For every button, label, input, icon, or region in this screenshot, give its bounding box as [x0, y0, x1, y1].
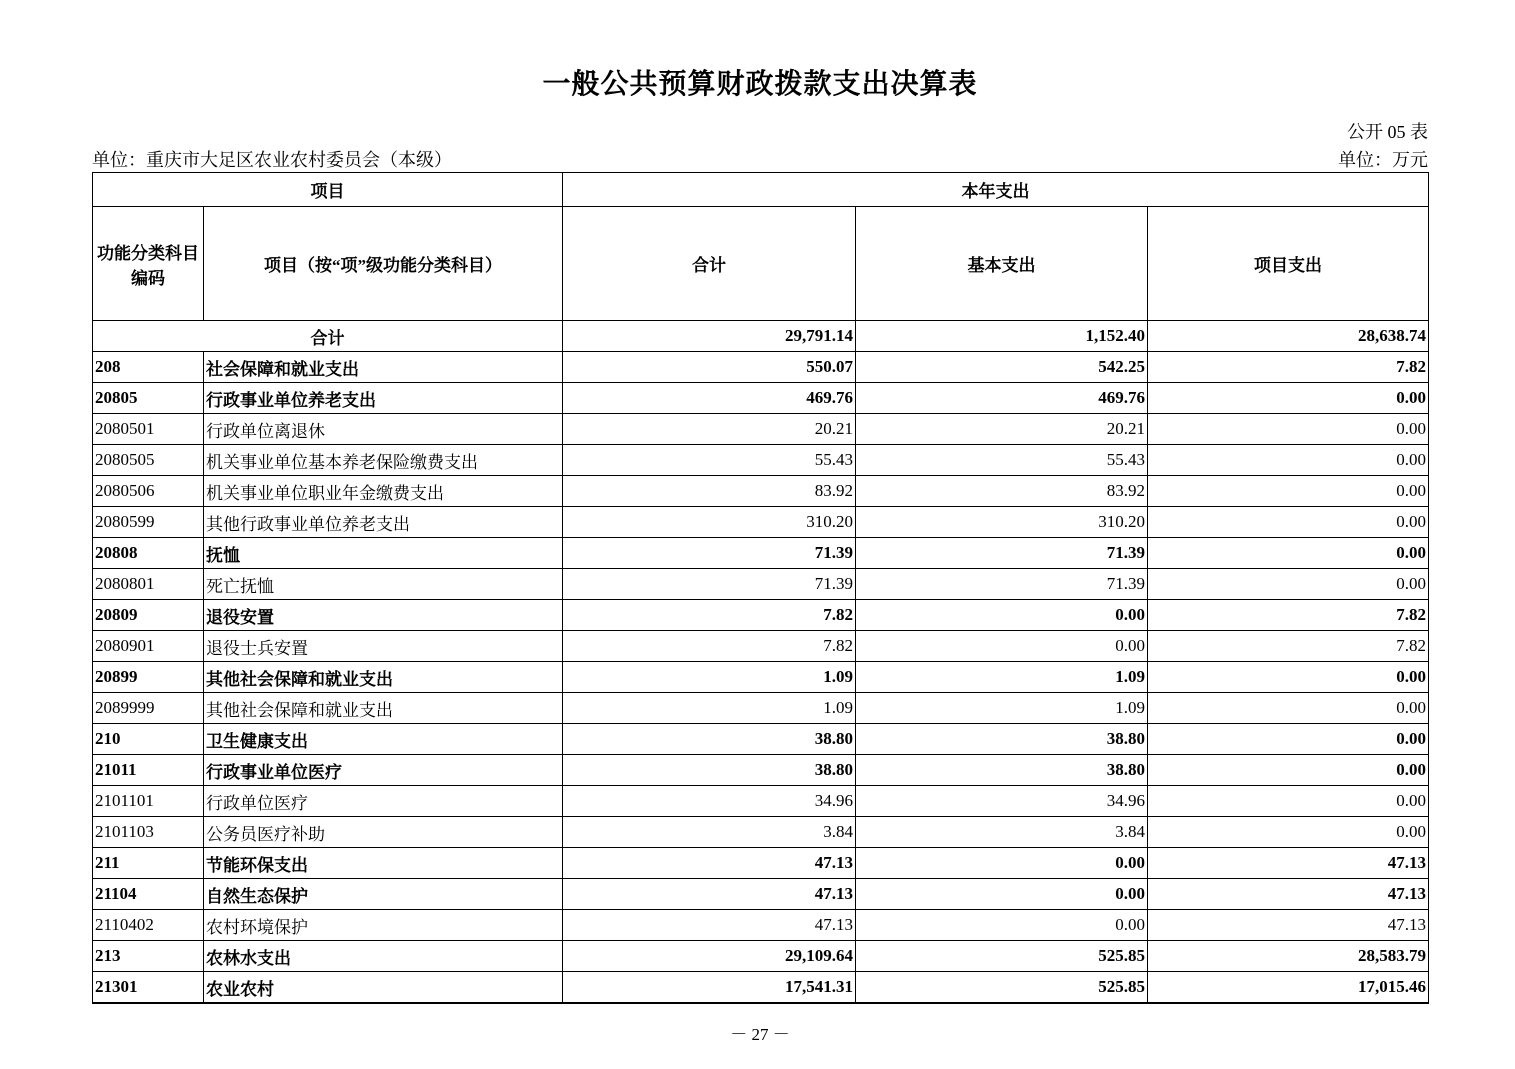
cell-item-name: 农业农村	[204, 972, 563, 1004]
cell-total-amount: 47.13	[563, 910, 856, 941]
cell-total-amount: 310.20	[563, 507, 856, 538]
cell-project-amount: 28,583.79	[1148, 941, 1429, 972]
cell-basic-amount: 0.00	[856, 600, 1148, 631]
cell-total-amount: 1.09	[563, 662, 856, 693]
cell-project-amount: 0.00	[1148, 538, 1429, 569]
cell-basic-amount: 71.39	[856, 538, 1148, 569]
cell-basic-amount: 469.76	[856, 383, 1148, 414]
cell-project-amount: 0.00	[1148, 383, 1429, 414]
cell-total-amount: 38.80	[563, 724, 856, 755]
cell-basic-amount: 1,152.40	[856, 321, 1148, 352]
table-row	[93, 476, 1429, 507]
cell-total-amount: 29,791.14	[563, 321, 856, 352]
cell-function-code: 20805	[93, 383, 204, 414]
cell-project-amount: 0.00	[1148, 476, 1429, 507]
cell-total-amount: 47.13	[563, 848, 856, 879]
cell-basic-amount: 1.09	[856, 693, 1148, 724]
table-row	[93, 879, 1429, 910]
table-row	[93, 538, 1429, 569]
cell-item-name: 其他社会保障和就业支出	[204, 662, 563, 693]
cell-total-amount: 38.80	[563, 755, 856, 786]
cell-function-code: 211	[93, 848, 204, 879]
cell-grand-total-label: 合计	[93, 321, 563, 352]
table-row	[93, 507, 1429, 538]
cell-total-amount: 55.43	[563, 445, 856, 476]
cell-total-amount: 3.84	[563, 817, 856, 848]
cell-basic-amount: 0.00	[856, 631, 1148, 662]
cell-function-code: 21104	[93, 879, 204, 910]
cell-project-amount: 0.00	[1148, 817, 1429, 848]
cell-basic-amount: 525.85	[856, 972, 1148, 1004]
cell-project-amount: 0.00	[1148, 693, 1429, 724]
cell-project-amount: 0.00	[1148, 507, 1429, 538]
cell-project-amount: 7.82	[1148, 600, 1429, 631]
table-row	[93, 414, 1429, 445]
page-number: － 27 －	[730, 1025, 790, 1044]
cell-project-amount: 0.00	[1148, 445, 1429, 476]
cell-project-amount: 0.00	[1148, 414, 1429, 445]
cell-function-code: 2089999	[93, 693, 204, 724]
reporting-unit-label: 单位：重庆市大足区农业农村委员会（本级）	[92, 150, 452, 170]
cell-item-name: 农村环境保护	[204, 910, 563, 941]
table-row	[93, 321, 1429, 352]
cell-project-amount: 0.00	[1148, 724, 1429, 755]
table-row	[93, 724, 1429, 755]
cell-project-amount: 0.00	[1148, 786, 1429, 817]
cell-basic-amount: 3.84	[856, 817, 1148, 848]
table-body	[93, 321, 1429, 1004]
cell-basic-amount: 0.00	[856, 910, 1148, 941]
cell-total-amount: 550.07	[563, 352, 856, 383]
header-col-code: 功能分类科目编码	[93, 207, 204, 321]
cell-function-code: 208	[93, 352, 204, 383]
table-row	[93, 755, 1429, 786]
table-row	[93, 600, 1429, 631]
header-col-project: 项目支出	[1148, 207, 1429, 321]
table-row	[93, 631, 1429, 662]
cell-item-name: 卫生健康支出	[204, 724, 563, 755]
cell-function-code: 2080501	[93, 414, 204, 445]
cell-basic-amount: 0.00	[856, 879, 1148, 910]
cell-function-code: 21301	[93, 972, 204, 1004]
header-col-total: 合计	[563, 207, 856, 321]
cell-function-code: 2080505	[93, 445, 204, 476]
cell-item-name: 退役士兵安置	[204, 631, 563, 662]
cell-item-name: 社会保障和就业支出	[204, 352, 563, 383]
cell-item-name: 行政事业单位医疗	[204, 755, 563, 786]
cell-function-code: 20899	[93, 662, 204, 693]
cell-total-amount: 20.21	[563, 414, 856, 445]
cell-total-amount: 7.82	[563, 631, 856, 662]
cell-item-name: 行政单位医疗	[204, 786, 563, 817]
cell-function-code: 213	[93, 941, 204, 972]
cell-item-name: 死亡抚恤	[204, 569, 563, 600]
cell-item-name: 机关事业单位职业年金缴费支出	[204, 476, 563, 507]
cell-function-code: 2101103	[93, 817, 204, 848]
cell-project-amount: 17,015.46	[1148, 972, 1429, 1004]
cell-basic-amount: 71.39	[856, 569, 1148, 600]
cell-basic-amount: 55.43	[856, 445, 1148, 476]
cell-basic-amount: 38.80	[856, 755, 1148, 786]
cell-project-amount: 47.13	[1148, 910, 1429, 941]
cell-project-amount: 7.82	[1148, 631, 1429, 662]
cell-function-code: 2080901	[93, 631, 204, 662]
cell-total-amount: 7.82	[563, 600, 856, 631]
cell-basic-amount: 0.00	[856, 848, 1148, 879]
cell-function-code: 2101101	[93, 786, 204, 817]
cell-item-name: 行政事业单位养老支出	[204, 383, 563, 414]
cell-total-amount: 83.92	[563, 476, 856, 507]
cell-item-name: 公务员医疗补助	[204, 817, 563, 848]
header-group-row	[93, 173, 1429, 207]
cell-total-amount: 29,109.64	[563, 941, 856, 972]
cell-total-amount: 71.39	[563, 538, 856, 569]
cell-function-code: 20808	[93, 538, 204, 569]
cell-basic-amount: 38.80	[856, 724, 1148, 755]
table-row	[93, 910, 1429, 941]
cell-basic-amount: 542.25	[856, 352, 1148, 383]
table-row	[93, 817, 1429, 848]
cell-function-code: 21011	[93, 755, 204, 786]
table-row	[93, 972, 1429, 1004]
cell-total-amount: 469.76	[563, 383, 856, 414]
cell-project-amount: 0.00	[1148, 662, 1429, 693]
table-row	[93, 786, 1429, 817]
table-row	[93, 352, 1429, 383]
table-row	[93, 383, 1429, 414]
header-col-basic: 基本支出	[856, 207, 1148, 321]
cell-item-name: 机关事业单位基本养老保险缴费支出	[204, 445, 563, 476]
cell-function-code: 210	[93, 724, 204, 755]
header-group-year: 本年支出	[563, 173, 1429, 207]
cell-project-amount: 28,638.74	[1148, 321, 1429, 352]
cell-function-code: 2080801	[93, 569, 204, 600]
table-row	[93, 569, 1429, 600]
header-col-item: 项目（按“项”级功能分类科目）	[204, 207, 563, 321]
cell-item-name: 退役安置	[204, 600, 563, 631]
cell-basic-amount: 310.20	[856, 507, 1148, 538]
cell-item-name: 其他行政事业单位养老支出	[204, 507, 563, 538]
header-columns-row	[93, 207, 1429, 321]
table-row	[93, 445, 1429, 476]
cell-basic-amount: 525.85	[856, 941, 1148, 972]
table-row	[93, 941, 1429, 972]
currency-unit-label: 单位：万元	[1338, 150, 1428, 170]
cell-total-amount: 1.09	[563, 693, 856, 724]
cell-item-name: 自然生态保护	[204, 879, 563, 910]
table-header	[93, 173, 1429, 321]
cell-basic-amount: 20.21	[856, 414, 1148, 445]
cell-project-amount: 0.00	[1148, 569, 1429, 600]
cell-item-name: 其他社会保障和就业支出	[204, 693, 563, 724]
cell-item-name: 行政单位离退休	[204, 414, 563, 445]
page-title: 一般公共预算财政拨款支出决算表	[542, 69, 978, 100]
table-row	[93, 662, 1429, 693]
cell-function-code: 2080506	[93, 476, 204, 507]
cell-total-amount: 34.96	[563, 786, 856, 817]
unit-row	[92, 146, 1428, 172]
cell-basic-amount: 1.09	[856, 662, 1148, 693]
cell-total-amount: 71.39	[563, 569, 856, 600]
cell-function-code: 20809	[93, 600, 204, 631]
budget-table	[92, 172, 1429, 1004]
cell-item-name: 农林水支出	[204, 941, 563, 972]
table-row	[93, 848, 1429, 879]
cell-basic-amount: 83.92	[856, 476, 1148, 507]
cell-total-amount: 47.13	[563, 879, 856, 910]
table-number-label: 公开 05 表	[1347, 122, 1428, 142]
cell-basic-amount: 34.96	[856, 786, 1148, 817]
header-group-item: 项目	[93, 173, 563, 207]
cell-project-amount: 0.00	[1148, 755, 1429, 786]
table-row	[93, 693, 1429, 724]
cell-function-code: 2080599	[93, 507, 204, 538]
cell-project-amount: 47.13	[1148, 879, 1429, 910]
cell-item-name: 节能环保支出	[204, 848, 563, 879]
cell-project-amount: 7.82	[1148, 352, 1429, 383]
cell-item-name: 抚恤	[204, 538, 563, 569]
cell-project-amount: 47.13	[1148, 848, 1429, 879]
cell-total-amount: 17,541.31	[563, 972, 856, 1004]
cell-function-code: 2110402	[93, 910, 204, 941]
